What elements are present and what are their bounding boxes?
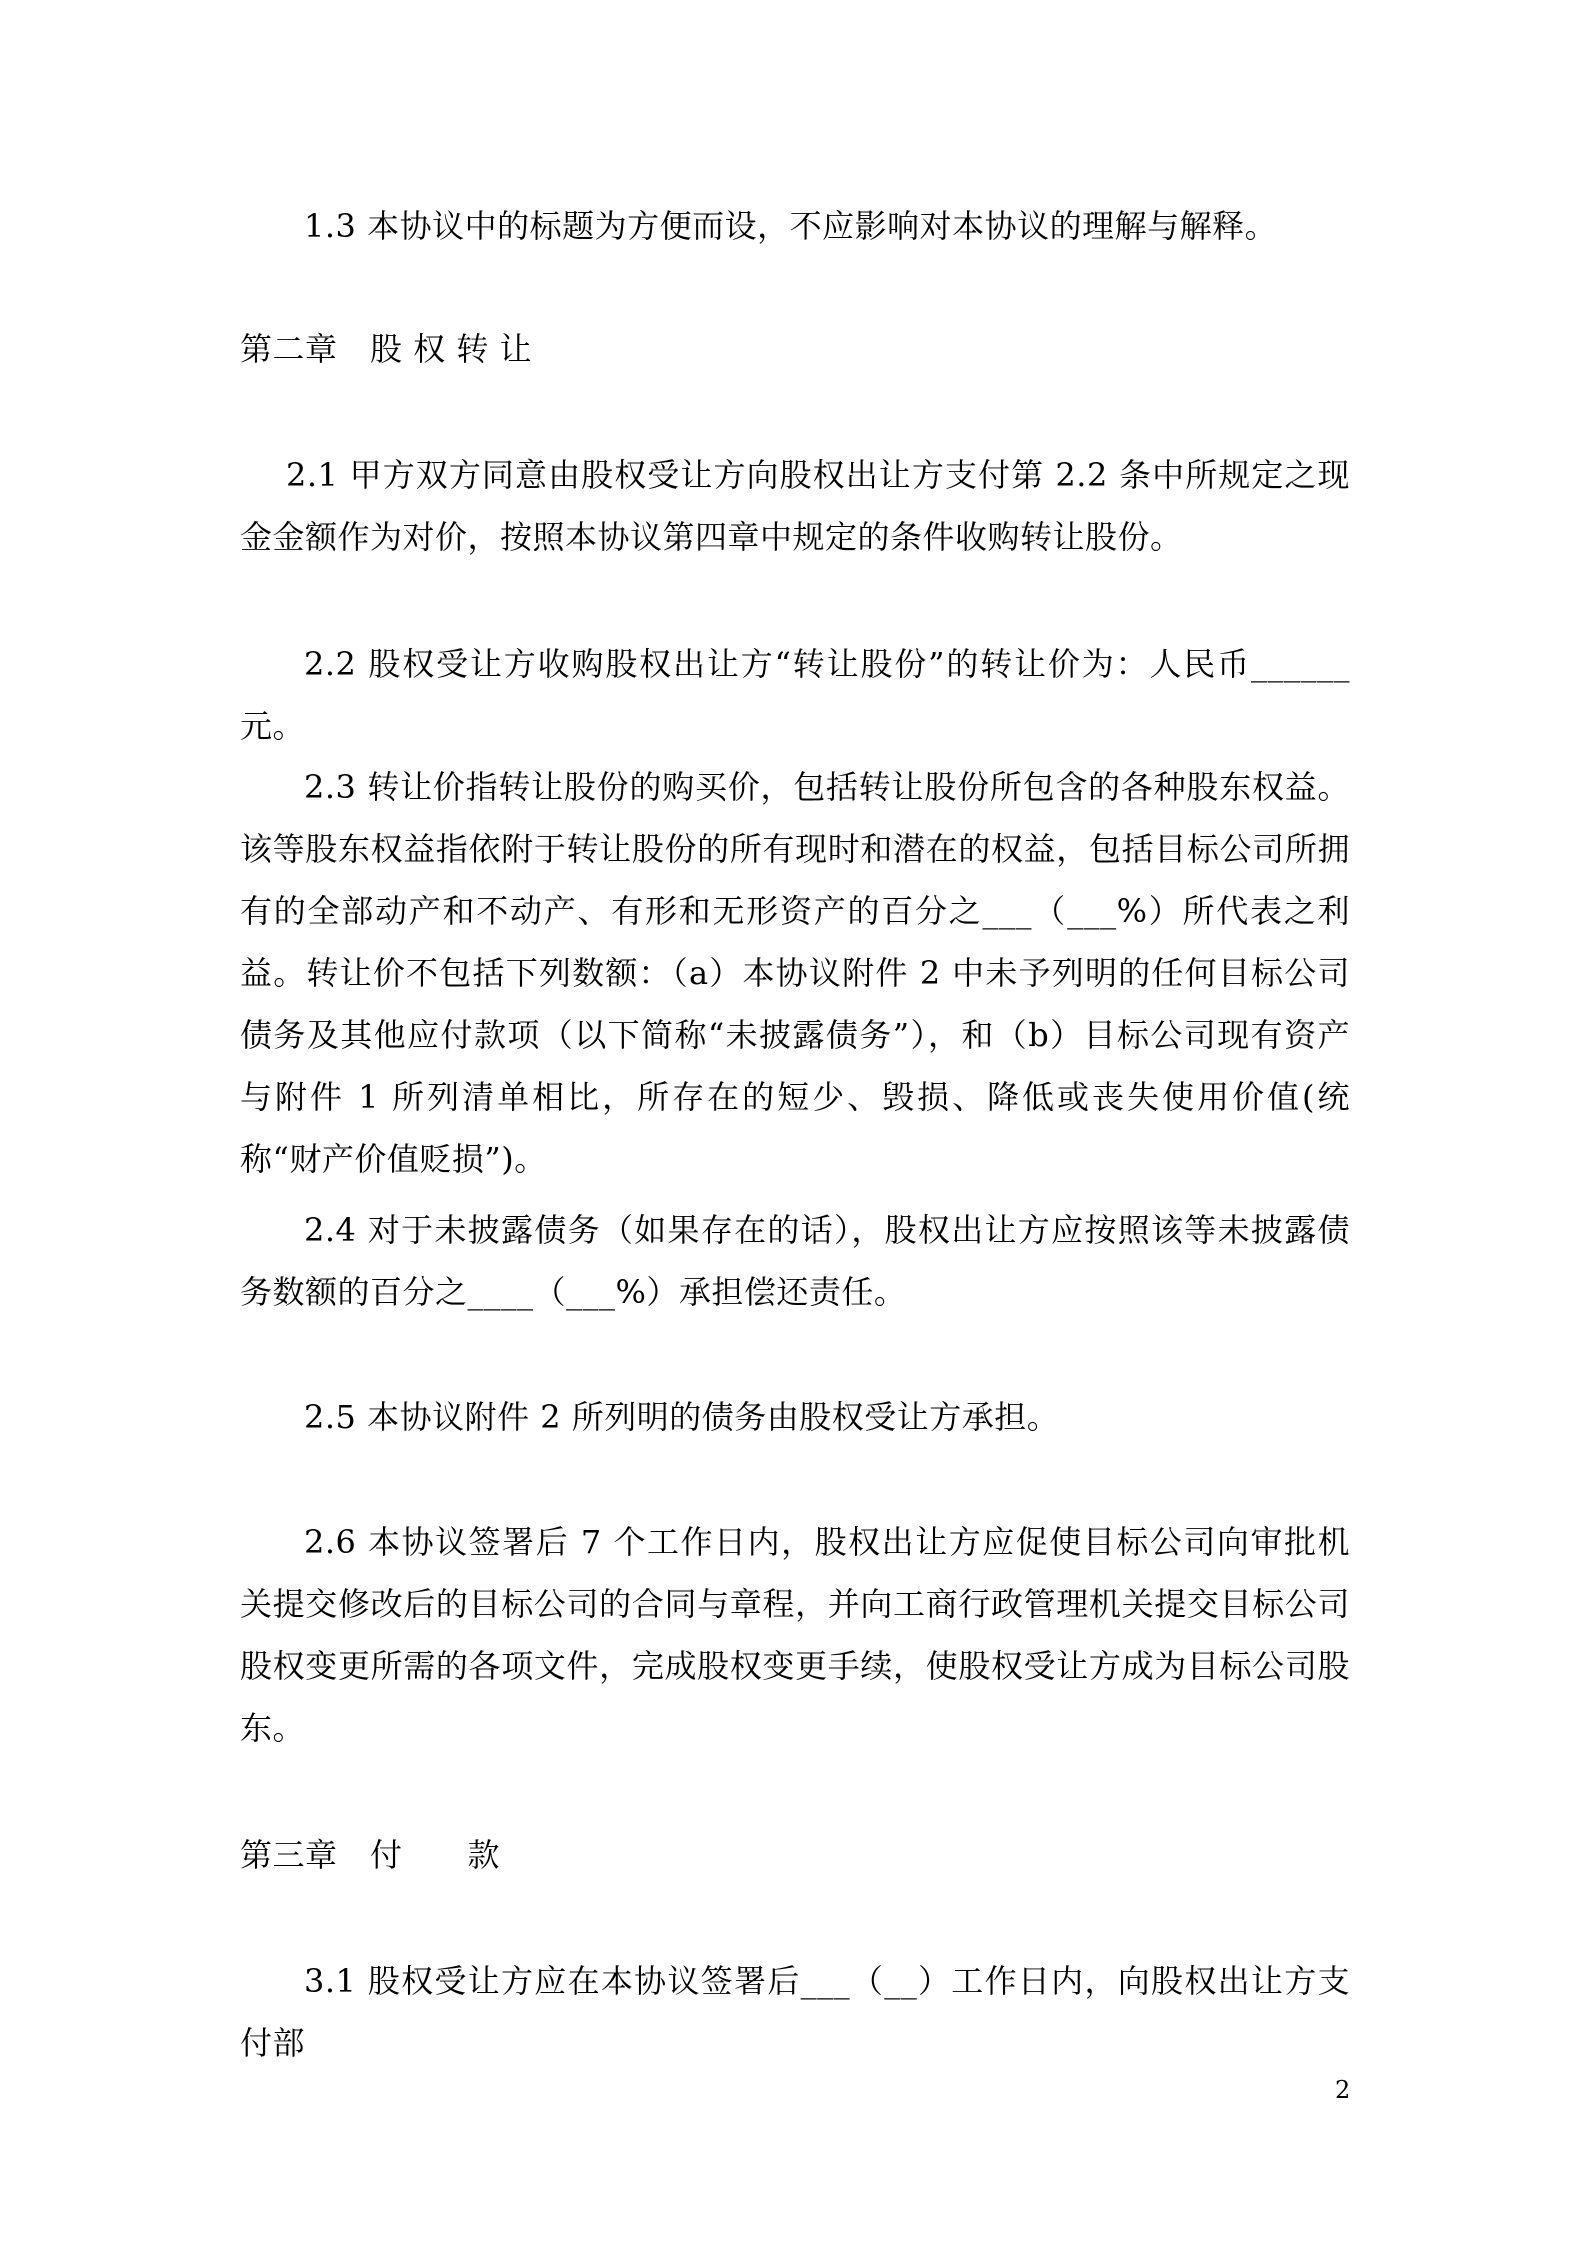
clause-2-4: 2.4 对于未披露债务（如果存在的话），股权出让方应按照该等未披露债务数额的百分之____（___%）承担偿还责任。 <box>240 1211 1350 1311</box>
clause-2-1: 2.1 甲方双方同意由股权受让方向股权出让方支付第 2.2 条中所规定之现金金额作为对价，按照本协议第四章中规定的条件收购转让股份。 <box>240 456 1350 556</box>
clause-2-5: 2.5 本协议附件 2 所列明的债务由股权受让方承担。 <box>304 1398 1060 1436</box>
chapter-2-heading: 第二章 股 权 转 让 <box>240 330 533 368</box>
clause-1-3: 1.3 本协议中的标题为方便而设，不应影响对本协议的理解与解释。 <box>304 207 1278 245</box>
clause-2-6: 2.6 本协议签署后 7 个工作日内，股权出让方应促使目标公司向审批机关提交修改后的目标公司的合同与章程，并向工商行政管理机关提交目标公司股权变更所需的各项文件，完成股权变更手续，使股权受让方成为目标公司股东。 <box>240 1523 1350 1747</box>
page-number: 2 <box>1335 2076 1351 2104</box>
clause-3-1: 3.1 股权受让方应在本协议签署后___（__）工作日内，向股权出让方支付部 <box>240 1962 1350 2062</box>
chapter-3-heading: 第三章 付 款 <box>240 1836 501 1874</box>
clause-2-3: 2.3 转让价指转让股份的购买价，包括转让股份所包含的各种股东权益。该等股东权益指依附于转让股份的所有现时和潜在的权益，包括目标公司所拥有的全部动产和不动产、有形和无形资产的百分之___（___%）所代表之利益。转让价不包括下列数额：（a）本协议附件 2 中未予列明的任何目标公司债务及其他应付款项（以下简称“未披露债务”），和（b）目标公司现有资产与附件 1 所列清单相比，所存在的短少、毁损、降低或丧失使用价值(统称“财产价值贬损”)。 <box>240 768 1350 1178</box>
clause-2-2: 2.2 股权受让方收购股权出让方“转让股份”的转让价为：人民币______元。 <box>240 645 1350 745</box>
